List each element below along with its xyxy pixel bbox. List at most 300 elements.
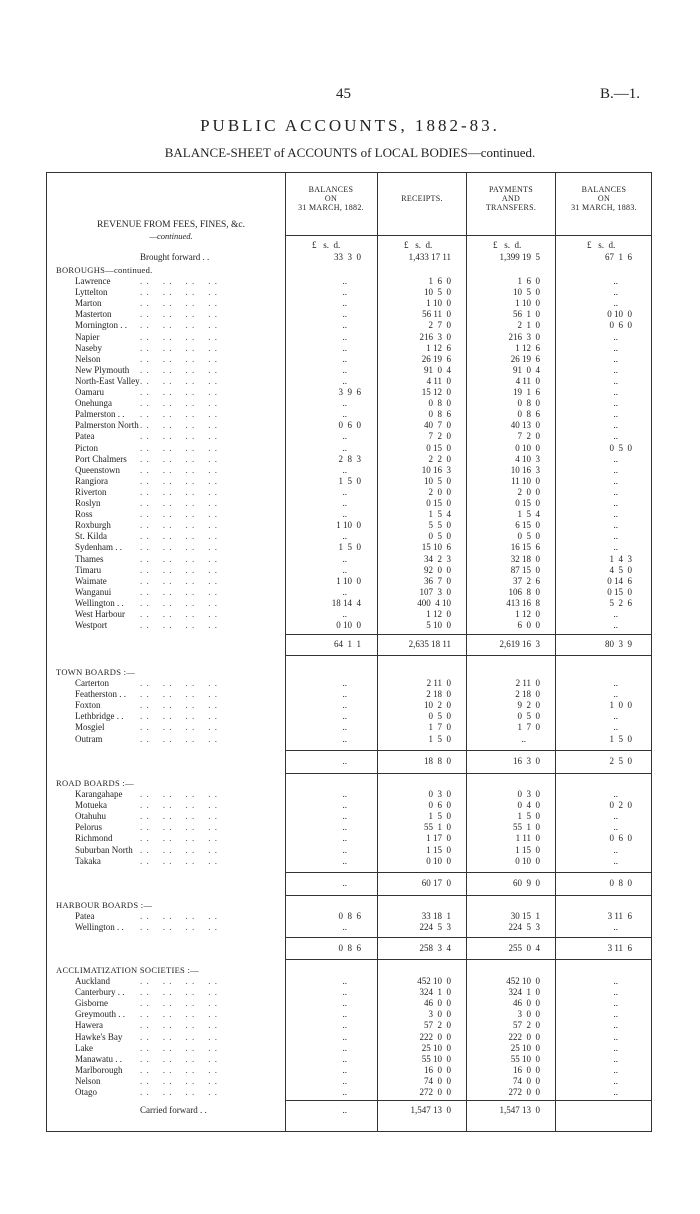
row-label: Wellington . . bbox=[75, 597, 124, 608]
cell-b2: .. bbox=[613, 420, 618, 431]
table-row bbox=[0, 487, 700, 498]
leader-dots: . . . . . . . . bbox=[140, 586, 218, 597]
cell-pay: 1 12 6 bbox=[515, 342, 540, 353]
cell-b1: .. bbox=[342, 276, 347, 286]
cell-b1: .. bbox=[342, 586, 347, 597]
cell-rec: 0 3 0 bbox=[428, 789, 451, 799]
cell-b1: 1 10 0 bbox=[336, 575, 361, 586]
cell-b2: 0 6 0 bbox=[609, 833, 632, 844]
cell-b2: .. bbox=[613, 1064, 618, 1075]
leader-dots: . . . . . . . . bbox=[140, 298, 218, 309]
table-row bbox=[0, 811, 700, 822]
cell-b2: 5 2 6 bbox=[609, 597, 632, 608]
leader-dots: . . . . . . . . bbox=[140, 364, 218, 375]
cell-b1: .. bbox=[342, 298, 347, 309]
table-row bbox=[0, 554, 700, 565]
row-label: Richmond bbox=[75, 833, 113, 844]
units-b2: £ s. d. bbox=[587, 240, 616, 250]
row-label: Carterton bbox=[75, 678, 109, 688]
leader-dots: . . . . . . . . bbox=[140, 387, 218, 397]
cell-b2: 2 5 0 bbox=[609, 755, 632, 766]
cell-rec: 224 5 3 bbox=[419, 922, 451, 933]
cell-b1: .. bbox=[342, 822, 347, 833]
leader-dots: . . . . . . . . bbox=[140, 1087, 218, 1097]
cell-b1: .. bbox=[342, 689, 347, 700]
units-rec: £ s. d. bbox=[404, 240, 433, 250]
row-label: West Harbour bbox=[75, 609, 126, 619]
cell-pay: 4 11 0 bbox=[515, 375, 540, 386]
cell-b1: .. bbox=[342, 755, 347, 766]
cell-rec: 0 5 0 bbox=[428, 711, 451, 722]
row-label: Suburban North bbox=[75, 844, 133, 855]
cell-pay: 452 10 0 bbox=[506, 976, 540, 986]
row-label: Auckland bbox=[75, 976, 110, 986]
row-label: Nelson bbox=[75, 353, 101, 364]
row-label: Manawatu . . bbox=[75, 1053, 122, 1064]
leader-dots: . . . . . . . . bbox=[140, 475, 218, 486]
cell-b2: 1 5 0 bbox=[609, 733, 632, 744]
header-rule bbox=[285, 235, 652, 236]
cell-pay: 1 11 0 bbox=[515, 833, 540, 844]
table-row bbox=[0, 320, 700, 331]
total-row bbox=[0, 943, 700, 954]
row-label: Featherston . . bbox=[75, 689, 126, 700]
cell-rec: 1 6 0 bbox=[428, 276, 451, 286]
cell-b1: 2 8 3 bbox=[338, 453, 361, 464]
table-row bbox=[0, 343, 700, 354]
cell-b1: .. bbox=[342, 722, 347, 733]
cell-b1: .. bbox=[342, 564, 347, 575]
cell-rec: 7 2 0 bbox=[428, 431, 451, 442]
table-row bbox=[0, 587, 700, 598]
table-row bbox=[0, 1032, 700, 1043]
cell-b1: .. bbox=[342, 1087, 347, 1097]
total-rule bbox=[285, 750, 652, 751]
page-number: 45 bbox=[336, 86, 351, 102]
row-label: Outram bbox=[75, 733, 103, 744]
cell-pay: 46 0 0 bbox=[513, 998, 540, 1009]
units-b1: £ s. d. bbox=[312, 240, 341, 250]
cell-b2: .. bbox=[613, 298, 618, 309]
row-label: New Plymouth bbox=[75, 364, 130, 375]
leader-dots: . . . . . . . . bbox=[140, 375, 218, 386]
leader-dots: . . . . . . . . bbox=[140, 520, 218, 531]
cell-pay: 1 10 0 bbox=[515, 298, 540, 309]
cell-pay: 16 3 0 bbox=[513, 755, 540, 766]
leader-dots: . . . . . . . . bbox=[140, 833, 218, 844]
cell-b1: 33 3 0 bbox=[334, 252, 361, 262]
cell-pay: 222 0 0 bbox=[508, 1031, 540, 1042]
total-rule bbox=[285, 895, 652, 896]
cell-b2: .. bbox=[613, 431, 618, 442]
cell-b2: .. bbox=[613, 498, 618, 508]
cell-rec: 258 3 4 bbox=[419, 943, 451, 954]
revenue-heading-sub: —continued. bbox=[149, 231, 193, 241]
revenue-heading-title: REVENUE FROM FEES, FINES, &c. bbox=[96, 220, 246, 230]
cell-rec: 2 2 0 bbox=[428, 453, 451, 464]
table-row bbox=[0, 398, 700, 409]
cell-rec: 74 0 0 bbox=[424, 1075, 451, 1086]
cell-b2: .. bbox=[613, 531, 618, 542]
leader-dots: . . . . . . . . bbox=[140, 575, 218, 586]
cell-rec: 222 0 0 bbox=[419, 1031, 451, 1042]
carried-forward-row bbox=[0, 1105, 700, 1116]
leader-dots: . . . . . . . . bbox=[140, 542, 218, 553]
cell-pay: 3 0 0 bbox=[517, 1009, 540, 1020]
page-title: PUBLIC ACCOUNTS, 1882-83. bbox=[200, 116, 500, 135]
total-rule bbox=[285, 634, 652, 635]
cell-b2: .. bbox=[613, 620, 618, 631]
cell-pay: 6 0 0 bbox=[517, 620, 540, 631]
table-row bbox=[0, 911, 700, 922]
cell-pay: 4 10 3 bbox=[515, 453, 540, 464]
section-heading: HARBOUR BOARDS :— bbox=[56, 900, 153, 910]
document-reference: B.—1. bbox=[600, 86, 641, 102]
leader-dots: . . . . . . . . bbox=[140, 287, 218, 298]
cell-rec: 92 0 0 bbox=[424, 564, 451, 575]
table-row bbox=[0, 856, 700, 867]
cell-b2: .. bbox=[613, 542, 618, 553]
table-row bbox=[0, 1065, 700, 1076]
page-subtitle: BALANCE-SHEET of ACCOUNTS of LOCAL BODIES—continued. bbox=[164, 145, 536, 160]
cell-pay: 0 8 6 bbox=[517, 409, 540, 420]
cell-b1: .. bbox=[342, 331, 347, 342]
leader-dots: . . . . . . . . bbox=[140, 1009, 218, 1020]
cell-rec: 452 10 0 bbox=[417, 976, 451, 986]
row-label: Otago bbox=[75, 1087, 97, 1097]
cell-b2: .. bbox=[613, 811, 618, 822]
table-row bbox=[0, 800, 700, 811]
cell-pay: 0 8 0 bbox=[517, 398, 540, 409]
leader-dots: . . . . . . . . bbox=[140, 342, 218, 353]
cell-b2: 1 0 0 bbox=[609, 700, 632, 711]
cell-rec: 40 7 0 bbox=[424, 420, 451, 431]
row-label: Port Chalmers bbox=[75, 453, 127, 464]
cell-pay: 56 1 0 bbox=[513, 309, 540, 320]
total-rule bbox=[285, 872, 652, 873]
section-heading: ROAD BOARDS :— bbox=[56, 778, 134, 788]
cell-b1: .. bbox=[342, 464, 347, 475]
cell-b2: 3 11 6 bbox=[607, 911, 632, 921]
cell-rec: 1 5 4 bbox=[428, 509, 451, 520]
row-label: Greymouth . . bbox=[75, 1009, 125, 1020]
cell-b1: .. bbox=[342, 800, 347, 811]
row-label: Patea bbox=[75, 431, 95, 442]
row-label: Gisborne bbox=[75, 998, 108, 1009]
cell-b1: .. bbox=[342, 700, 347, 711]
cell-rec: 0 10 0 bbox=[426, 855, 451, 866]
cell-pay: 0 5 0 bbox=[517, 531, 540, 542]
cell-b1: .. bbox=[342, 711, 347, 722]
leader-dots: . . . . . . . . bbox=[140, 1042, 218, 1053]
table-row bbox=[0, 609, 700, 620]
cell-b2: .. bbox=[613, 509, 618, 520]
cell-b2: 1 4 3 bbox=[609, 553, 632, 564]
cell-pay: 9 2 0 bbox=[517, 700, 540, 711]
cell-b1: 0 10 0 bbox=[336, 620, 361, 631]
cell-b1: .. bbox=[342, 922, 347, 933]
table-row bbox=[0, 287, 700, 298]
row-label: Motueka bbox=[75, 800, 107, 811]
leader-dots: . . . . . . . . bbox=[140, 800, 218, 811]
leader-dots: . . . . . . . . bbox=[140, 922, 218, 933]
total-rule bbox=[285, 959, 652, 960]
cell-b2: .. bbox=[613, 287, 618, 298]
cell-rec: 33 18 1 bbox=[421, 911, 451, 921]
cell-rec: 16 0 0 bbox=[424, 1064, 451, 1075]
cell-b1: .. bbox=[342, 398, 347, 409]
cell-pay: 1 6 0 bbox=[517, 276, 540, 286]
table-row bbox=[0, 711, 700, 722]
cell-b1: .. bbox=[342, 1075, 347, 1086]
leader-dots: . . . . . . . . bbox=[140, 976, 218, 986]
leader-dots: . . . . . . . . bbox=[140, 733, 218, 744]
table-row bbox=[0, 298, 700, 309]
cell-b1: .. bbox=[342, 353, 347, 364]
table-row bbox=[0, 420, 700, 431]
row-label: Lawrence bbox=[75, 276, 111, 286]
table-row bbox=[0, 1054, 700, 1065]
cell-b1: .. bbox=[342, 1105, 347, 1116]
cell-rec: 55 10 0 bbox=[421, 1053, 451, 1064]
cell-pay: 7 2 0 bbox=[517, 431, 540, 442]
cell-b1: .. bbox=[342, 609, 347, 619]
cell-b2: .. bbox=[613, 711, 618, 722]
cell-b2: .. bbox=[613, 822, 618, 833]
row-label: Queenstown bbox=[75, 464, 120, 475]
cell-pay: 74 0 0 bbox=[513, 1075, 540, 1086]
cell-b1: .. bbox=[342, 1031, 347, 1042]
cell-rec: 10 5 0 bbox=[424, 287, 451, 298]
table-row bbox=[0, 409, 700, 420]
cell-pay: 10 16 3 bbox=[510, 464, 540, 475]
col-head-balances-1882: BALANCES ON 31 MARCH, 1882. bbox=[298, 185, 364, 212]
table-row bbox=[0, 1009, 700, 1020]
cell-b2: 3 11 6 bbox=[607, 943, 632, 954]
table-row bbox=[0, 354, 700, 365]
cell-pay: 91 0 4 bbox=[513, 364, 540, 375]
cell-rec: 5 5 0 bbox=[428, 520, 451, 531]
leader-dots: . . . . . . . . bbox=[140, 442, 218, 453]
row-label: Carried forward . . bbox=[140, 1105, 207, 1116]
cell-b2: .. bbox=[613, 1087, 618, 1097]
row-label: Oamaru bbox=[75, 387, 104, 397]
cell-pay: 32 18 0 bbox=[510, 553, 540, 564]
cell-b1: .. bbox=[342, 409, 347, 420]
cell-b1: 1 10 0 bbox=[336, 520, 361, 531]
row-label: Ross bbox=[75, 509, 93, 520]
cell-pay: 6 15 0 bbox=[515, 520, 540, 531]
table-row bbox=[0, 833, 700, 844]
cell-rec: 107 3 0 bbox=[419, 586, 451, 597]
total-row bbox=[0, 639, 700, 650]
cell-pay: 30 15 1 bbox=[510, 911, 540, 921]
cell-rec: 26 19 6 bbox=[421, 353, 451, 364]
cell-b1: .. bbox=[342, 811, 347, 822]
row-label: Waimate bbox=[75, 575, 107, 586]
row-label: Picton bbox=[75, 442, 99, 453]
cell-b1: 1 5 0 bbox=[338, 475, 361, 486]
cell-b1: .. bbox=[342, 987, 347, 998]
cell-pay: 272 0 0 bbox=[508, 1087, 540, 1097]
cell-b1: .. bbox=[342, 309, 347, 320]
row-label: Patea bbox=[75, 911, 95, 921]
cell-b2: .. bbox=[613, 409, 618, 420]
cell-b1: .. bbox=[342, 431, 347, 442]
leader-dots: . . . . . . . . bbox=[140, 331, 218, 342]
leader-dots: . . . . . . . . bbox=[140, 453, 218, 464]
cell-b2: .. bbox=[613, 1031, 618, 1042]
leader-dots: . . . . . . . . bbox=[140, 789, 218, 799]
cell-pay: 255 0 4 bbox=[508, 943, 540, 954]
cell-pay: 2 11 0 bbox=[515, 678, 540, 688]
cell-b1: .. bbox=[342, 998, 347, 1009]
leader-dots: . . . . . . . . bbox=[140, 678, 218, 688]
leader-dots: . . . . . . . . bbox=[140, 911, 218, 921]
cell-pay: 2 18 0 bbox=[515, 689, 540, 700]
leader-dots: . . . . . . . . bbox=[140, 1064, 218, 1075]
cell-b1: .. bbox=[342, 498, 347, 508]
cell-b2: .. bbox=[613, 1042, 618, 1053]
leader-dots: . . . . . . . . bbox=[140, 987, 218, 998]
cell-b1: 0 6 0 bbox=[338, 420, 361, 431]
table-row bbox=[0, 678, 700, 689]
cell-b1: .. bbox=[342, 855, 347, 866]
total-rule bbox=[285, 773, 652, 774]
cell-rec: 25 10 0 bbox=[421, 1042, 451, 1053]
cell-b2: .. bbox=[613, 855, 618, 866]
cell-b2: .. bbox=[613, 464, 618, 475]
table-row bbox=[0, 1076, 700, 1087]
leader-dots: . . . . . . . . bbox=[140, 711, 218, 722]
table-row bbox=[0, 598, 700, 609]
cell-rec: 1 10 0 bbox=[426, 298, 451, 309]
row-label: Roslyn bbox=[75, 498, 101, 508]
leader-dots: . . . . . . . . bbox=[140, 509, 218, 520]
row-label: Lyttelton bbox=[75, 287, 108, 298]
cell-b1: .. bbox=[342, 733, 347, 744]
cell-b2: 0 6 0 bbox=[609, 320, 632, 331]
cell-b2: 0 5 0 bbox=[609, 442, 632, 453]
leader-dots: . . . . . . . . bbox=[140, 353, 218, 364]
cell-rec: 1 5 0 bbox=[428, 811, 451, 822]
table-row bbox=[0, 454, 700, 465]
cell-pay: 2,619 16 3 bbox=[499, 639, 540, 650]
cell-pay: 1 7 0 bbox=[517, 722, 540, 733]
cell-rec: 216 3 0 bbox=[419, 331, 451, 342]
cell-b2: .. bbox=[613, 678, 618, 688]
cell-b2: .. bbox=[613, 353, 618, 364]
cell-b2: .. bbox=[613, 922, 618, 933]
table-row bbox=[0, 443, 700, 454]
cell-rec: 2 7 0 bbox=[428, 320, 451, 331]
cell-pay: 224 5 3 bbox=[508, 922, 540, 933]
table-row bbox=[0, 822, 700, 833]
leader-dots: . . . . . . . . bbox=[140, 464, 218, 475]
leader-dots: . . . . . . . . bbox=[140, 1020, 218, 1031]
cell-rec: 400 4 10 bbox=[417, 597, 451, 608]
cell-b2: .. bbox=[613, 1053, 618, 1064]
cell-b1: .. bbox=[342, 287, 347, 298]
cell-rec: 18 8 0 bbox=[424, 755, 451, 766]
cell-b2: 4 5 0 bbox=[609, 564, 632, 575]
row-label: St. Kilda bbox=[75, 531, 108, 542]
table-row bbox=[0, 309, 700, 320]
leader-dots: . . . . . . . . bbox=[140, 553, 218, 564]
cell-pay: 87 15 0 bbox=[510, 564, 540, 575]
row-label: Takaka bbox=[75, 855, 101, 866]
leader-dots: . . . . . . . . bbox=[140, 1053, 218, 1064]
cell-b2: 0 8 0 bbox=[609, 877, 632, 888]
cell-pay: 1 12 0 bbox=[515, 609, 540, 619]
cell-pay: 324 1 0 bbox=[508, 987, 540, 998]
cell-rec: 2 18 0 bbox=[426, 689, 451, 700]
cell-b1: 18 14 4 bbox=[331, 597, 361, 608]
leader-dots: . . . . . . . . bbox=[140, 320, 218, 331]
leader-dots: . . . . . . . . bbox=[140, 855, 218, 866]
row-label: Masterton bbox=[75, 309, 112, 320]
table-row bbox=[0, 987, 700, 998]
cell-b2: .. bbox=[613, 609, 618, 619]
leader-dots: . . . . . . . . bbox=[140, 597, 218, 608]
cell-b2: .. bbox=[613, 331, 618, 342]
leader-dots: . . . . . . . . bbox=[140, 811, 218, 822]
cell-b2: .. bbox=[613, 387, 618, 397]
row-label: Lake bbox=[75, 1042, 93, 1053]
cell-b2: .. bbox=[613, 364, 618, 375]
cell-pay: 413 16 8 bbox=[506, 597, 540, 608]
cell-pay: 0 4 0 bbox=[517, 800, 540, 811]
leader-dots: . . . . . . . . bbox=[140, 998, 218, 1009]
row-label: Timaru bbox=[75, 564, 102, 575]
cell-rec: 46 0 0 bbox=[424, 998, 451, 1009]
leader-dots: . . . . . . . . bbox=[140, 564, 218, 575]
row-label: Westport bbox=[75, 620, 108, 631]
cell-b1: .. bbox=[342, 1020, 347, 1031]
cell-rec: 0 15 0 bbox=[426, 498, 451, 508]
row-label: Rangiora bbox=[75, 475, 108, 486]
cell-b2: .. bbox=[613, 475, 618, 486]
table-row bbox=[0, 276, 700, 287]
cell-b2: .. bbox=[613, 987, 618, 998]
table-row bbox=[0, 476, 700, 487]
cell-b1: 3 9 6 bbox=[338, 387, 361, 397]
cell-pay: 1 15 0 bbox=[515, 844, 540, 855]
cell-rec: 5 10 0 bbox=[426, 620, 451, 631]
row-label: Hawke's Bay bbox=[75, 1031, 123, 1042]
row-label: Nelson bbox=[75, 1075, 101, 1086]
cell-pay: 16 15 6 bbox=[510, 542, 540, 553]
cell-pay: 19 1 6 bbox=[513, 387, 540, 397]
cell-rec: 1 5 0 bbox=[428, 733, 451, 744]
table-row bbox=[0, 789, 700, 800]
row-label: Thames bbox=[75, 553, 104, 564]
cell-rec: 0 5 0 bbox=[428, 531, 451, 542]
cell-b1: .. bbox=[342, 509, 347, 520]
leader-dots: . . . . . . . . bbox=[140, 620, 218, 631]
cell-rec: 57 2 0 bbox=[424, 1020, 451, 1031]
cell-rec: 324 1 0 bbox=[419, 987, 451, 998]
table-row bbox=[0, 531, 700, 542]
cell-pay: 0 10 0 bbox=[515, 855, 540, 866]
leader-dots: . . . . . . . . bbox=[140, 420, 218, 431]
section-heading: BOROUGHS—continued. bbox=[56, 265, 153, 275]
row-label: North-East Valley bbox=[75, 375, 140, 386]
cell-pay: 10 5 0 bbox=[513, 287, 540, 298]
table-row bbox=[0, 689, 700, 700]
table-row bbox=[0, 845, 700, 856]
cell-b2: .. bbox=[613, 789, 618, 799]
